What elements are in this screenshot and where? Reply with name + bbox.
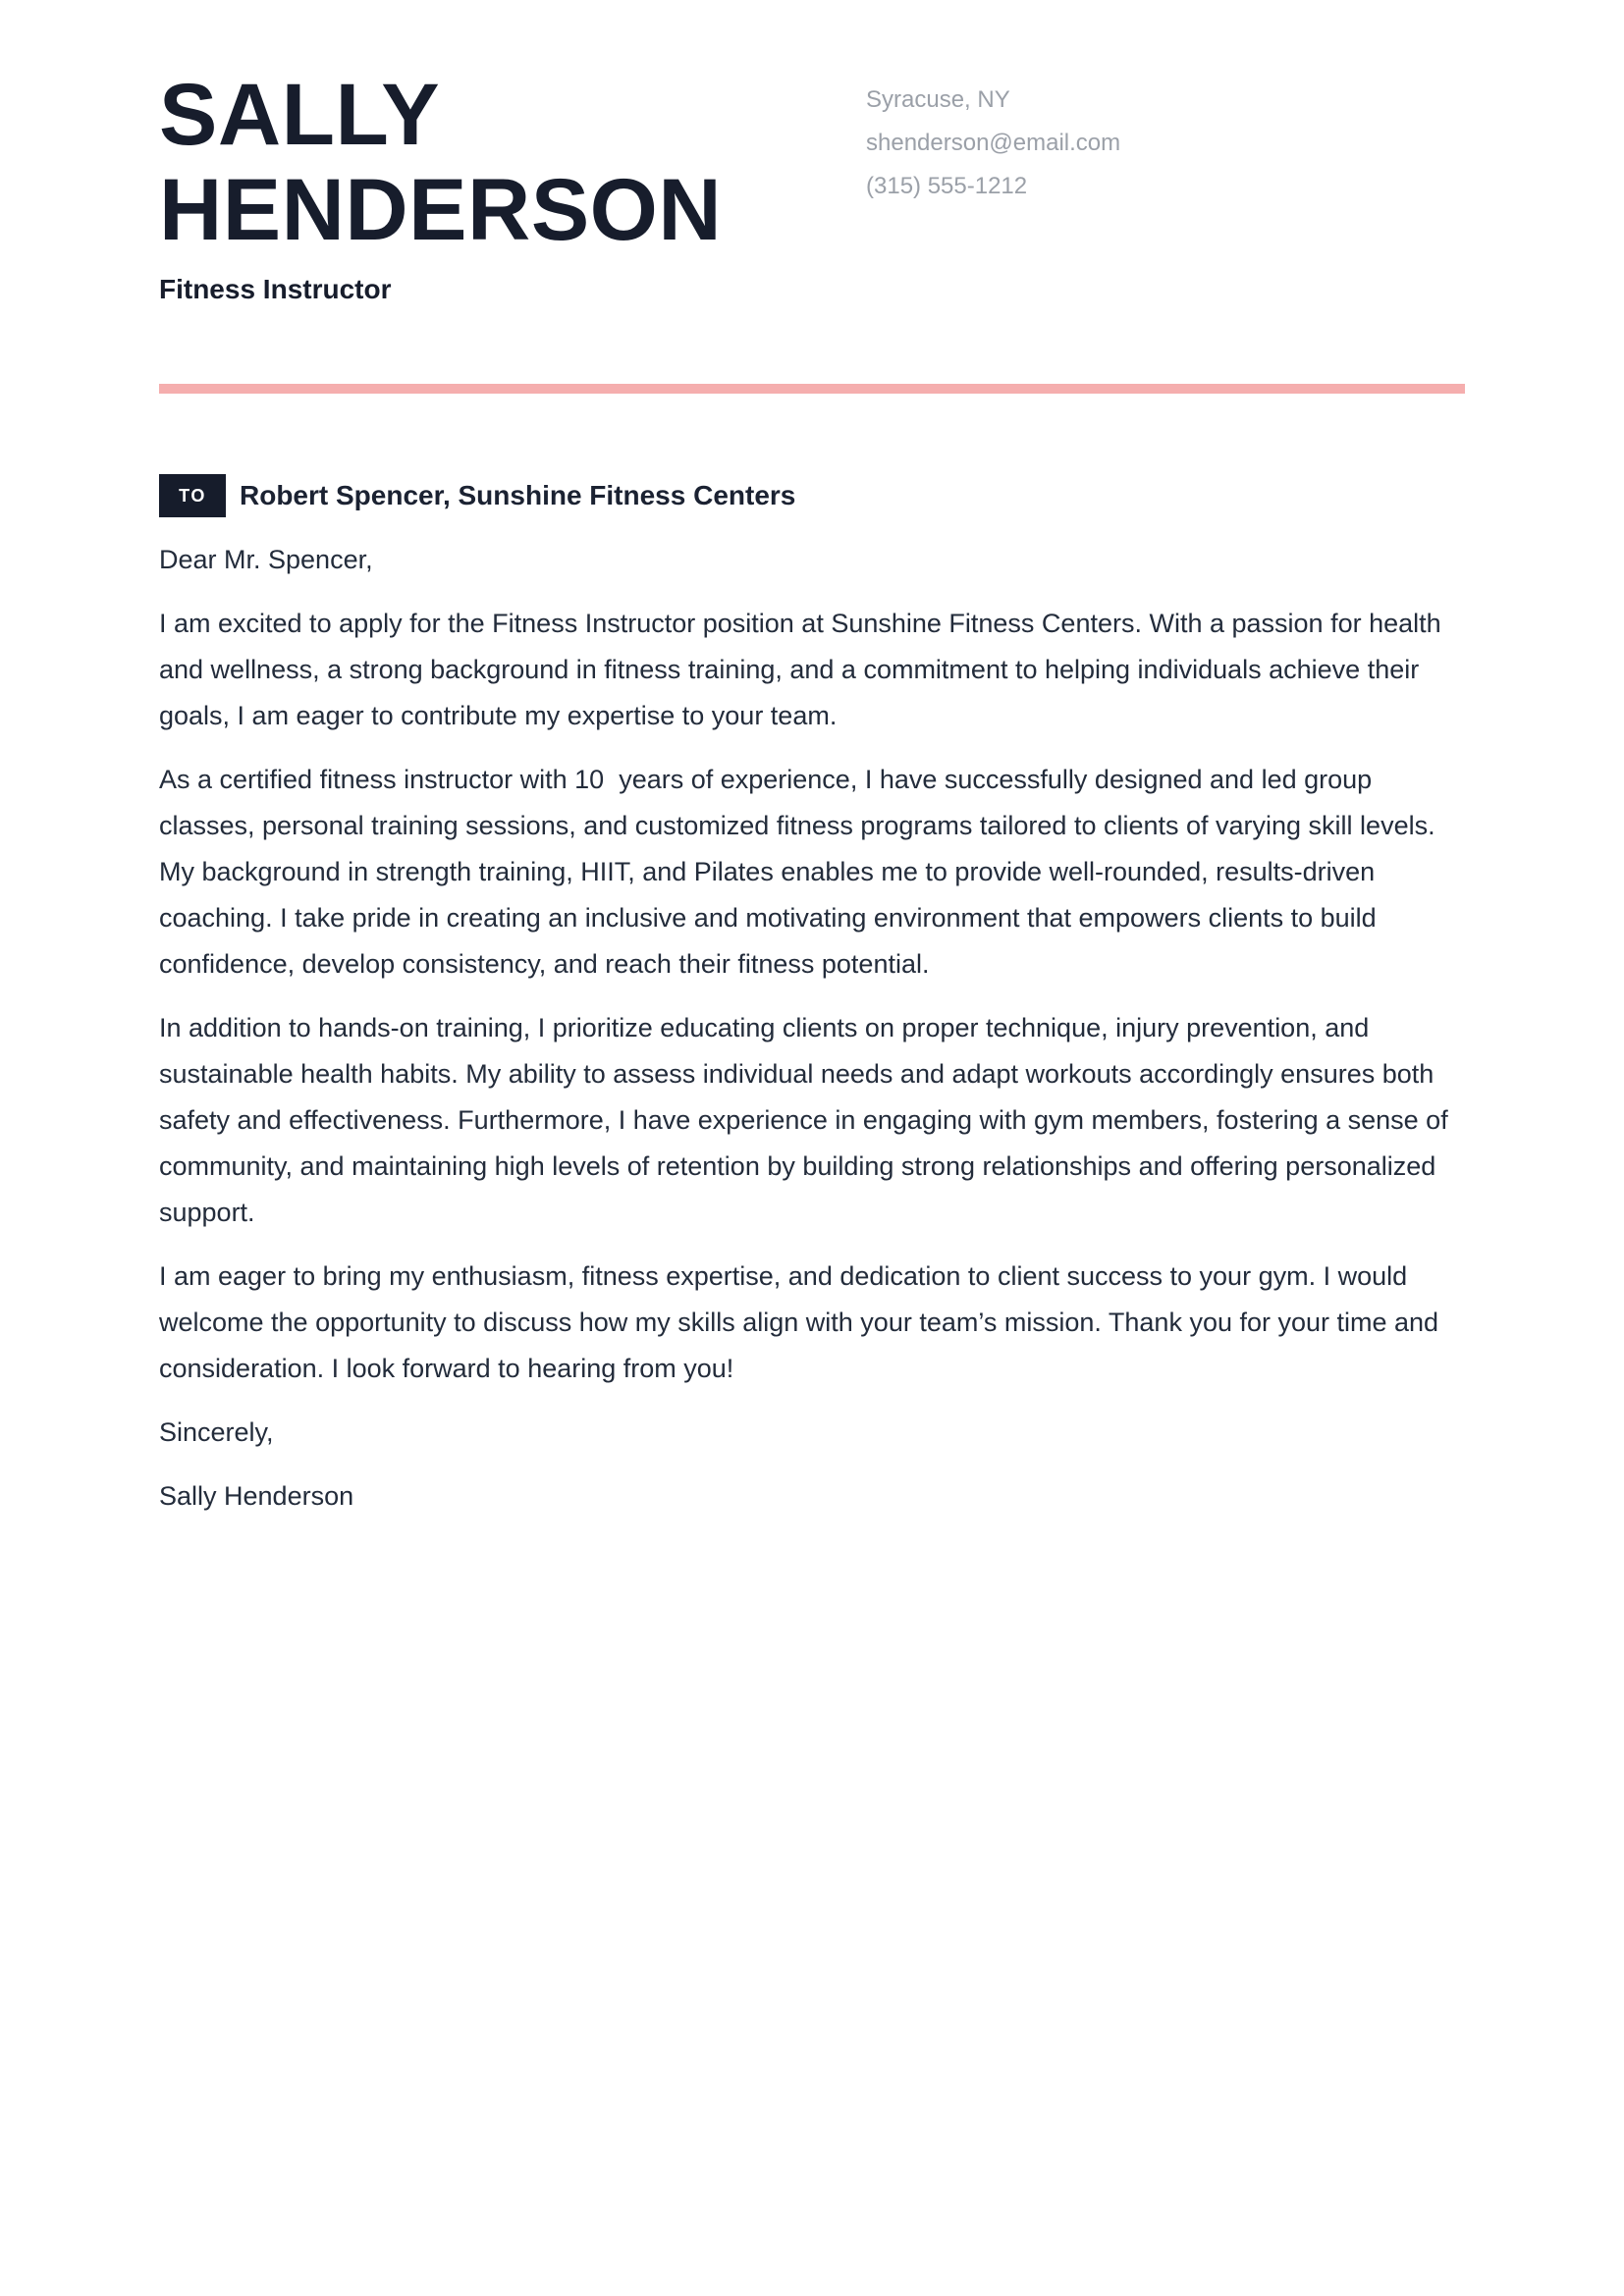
contact-location: Syracuse, NY [866,86,1010,113]
name-line-1: SALLY [159,65,441,163]
job-title: Fitness Instructor [159,274,392,304]
paragraph-2: As a certified fitness instructor with 10 years of experience, I have successfully designed and led group classes, personal training sessions, and customized fitness programs tailored to clients of varying skill levels. My background in strength training, HIIT, and Pilates enables me to provide well-rounded, results-driven coaching. I take pride in creating an inclusive and motivating environment that empowers clients to build confidence, develop consistency, and reach their fitness potential. [159,765,1443,979]
recipient-name: Robert Spencer, Sunshine Fitness Centers [240,480,796,510]
contact-info [866,79,1120,208]
paragraph-1: I am excited to apply for the Fitness Instructor position at Sunshine Fitness Centers. With a passion for health and wellness, a strong background in fitness training, and a commitment to helping individuals achieve their goals, I am eager to contribute my expertise to your team. [159,609,1449,730]
contact-phone: (315) 555-1212 [866,173,1028,199]
contact-email: shenderson@email.com [866,130,1121,156]
letter-body [159,537,1467,1537]
page-title [159,67,722,257]
paragraph-3: In addition to hands-on training, I prioritize educating clients on proper technique, injury prevention, and sustainable health habits. My ability to assess individual needs and adapt workouts accordingly ensures both safety and effectiveness. Furthermore, I have experience in engaging with gym members, fostering a sense of community, and maintaining high levels of retention by building strong relationships and offering personalized support. [159,1013,1456,1227]
paragraph-4: I am eager to bring my enthusiasm, fitness expertise, and dedication to client success to your gym. I would welcome the opportunity to discuss how my skills align with your team’s mission. Thank you for your time and consideration. I look forward to hearing from you! [159,1261,1446,1383]
to-badge: TO [159,474,226,517]
salutation: Dear Mr. Spencer, [159,545,373,574]
recipient-row [159,474,795,517]
signature: Sally Henderson [159,1481,354,1511]
closing: Sincerely, [159,1417,274,1447]
name-line-2: HENDERSON [159,160,723,258]
accent-divider [159,384,1465,394]
